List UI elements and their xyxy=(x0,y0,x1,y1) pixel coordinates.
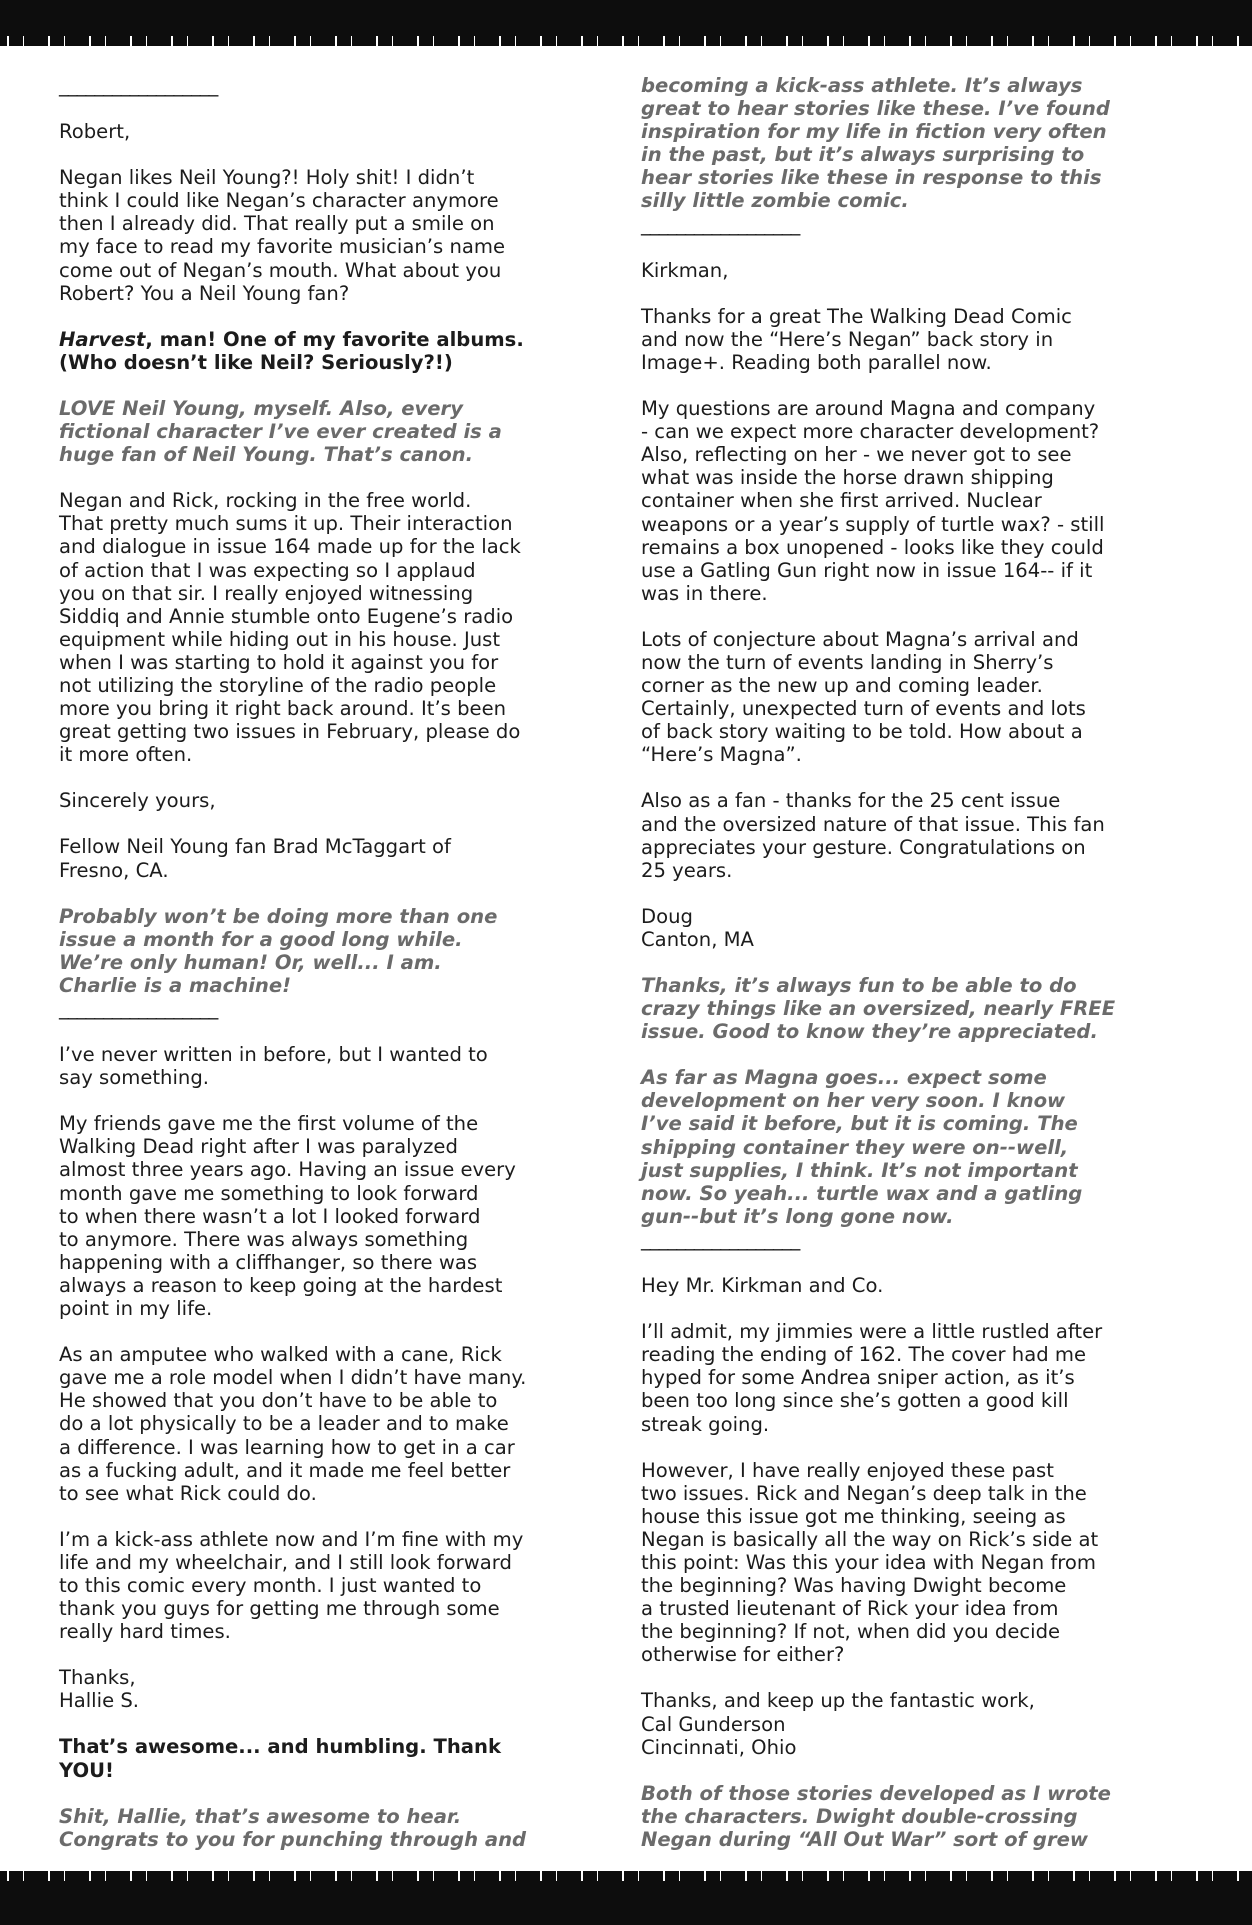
letter-body: As an amputee who walked with a cane, Rick gave me a role model when I didn’t have many. He showed that you don’t have to be able to do a lot physically to be a leader and to make a difference. I was learning how to get in a car as a fucking adult, and it made me feel better to see what Rick could do. xyxy=(59,1343,527,1505)
page-border-bottom xyxy=(0,1877,1252,1925)
separator: __________________ xyxy=(59,997,218,1020)
editor-reply: That’s awesome... and humbling. Thank YOU! xyxy=(59,1735,501,1782)
letter-body: My questions are around Magna and company - can we expect more character development? Also, reflecting on her - we never got to see what was inside the horse drawn shipping container when she first arrived. Nuclear weapons or a year’s supply of turtle wax? - still remains a box unopened - looks like they could use a Gatling Gun right now in issue 164-- if it was in there. xyxy=(641,397,1105,605)
page-border-top xyxy=(0,0,1252,40)
letter-body: Thanks for a great The Walking Dead Comic and now the “Here’s Negan” back story in Image+. Reading both parallel now. xyxy=(641,304,1072,374)
writer-reply: Shit, Hallie, that’s awesome to hear. Congrats to you for punching through and xyxy=(59,1804,527,1851)
writer-reply: Both of those stories developed as I wrote the characters. Dwight double-crossing Negan during “All Out War” sort of grew xyxy=(641,1781,1111,1851)
letter-signature: Thanks, and keep up the fantastic work, Cal Gunderson Cincinnati, Ohio xyxy=(641,1689,1035,1759)
letter-body: My friends gave me the first volume of the Walking Dead right after I was paralyzed almost three years ago. Having an issue every month gave me something to look forward to when there wasn’t a lot I looked forward to anymore. There was always something happening with a cliffhanger, so there was always a reason to keep going at the hardest point in my life. xyxy=(59,1112,516,1321)
writer-reply: Thanks, it’s always fun to be able to do crazy things like an oversized, nearly FREE issue. Good to know they’re appreciated. xyxy=(641,974,1116,1044)
letter-salutation: Hey Mr. Kirkman and Co. xyxy=(641,1274,884,1298)
writer-reply-continued: becoming a kick-ass athlete. It’s always great to hear stories like these. I’ve found inspiration for my life in fiction very often in the past, but it’s always surprising to hear stories like these in response to this silly little zombie comic. xyxy=(641,74,1110,213)
editor-reply-text: , man! One of my favorite albums. (Who doesn’t like Neil? Seriously?!) xyxy=(59,327,524,374)
separator: __________________ xyxy=(59,74,218,97)
letter-salutation: Robert, xyxy=(59,120,131,144)
writer-reply: Probably won’t be doing more than one issue a month for a good long while. We’re only human! Or, well... I am. Charlie is a machine! xyxy=(59,904,498,997)
letter-signature: Thanks, Hallie S. xyxy=(59,1666,140,1713)
album-title: Harvest xyxy=(59,327,146,351)
letter-signature: Fellow Neil Young fan Brad McTaggart of Fresno, CA. xyxy=(59,835,451,882)
letter-body: I’m a kick-ass athlete now and I’m fine with my life and my wheelchair, and I still look forward to this comic every month. I just wanted to thank you guys for getting me through some really hard times. xyxy=(59,1527,524,1644)
letter-salutation: Kirkman, xyxy=(641,258,729,282)
writer-reply: LOVE Neil Young, myself. Also, every fictional character I’ve ever created is a huge fan of Neil Young. That’s canon. xyxy=(59,396,502,467)
left-column xyxy=(59,74,619,1851)
separator: __________________ xyxy=(641,1227,800,1251)
writer-reply: As far as Magna goes... expect some development on her very soon. I know I’ve said it before, but it is coming. The shipping container they were on--well, just supplies, I think. It’s not important now. So yeah... turtle wax and a gatling gun--but it’s long gone now. xyxy=(641,1066,1083,1228)
letter-body: I’ll admit, my jimmies were a little rustled after reading the ending of 162. The cover had me hyped for some Andrea sniper action, as it’s been too long since she’s gotten a good kill streak going. xyxy=(641,1320,1103,1436)
letter-signature: Doug Canton, MA xyxy=(641,904,754,951)
letter-closing: Sincerely yours, xyxy=(59,789,216,813)
separator: __________________ xyxy=(641,212,800,236)
letter-intro: I’ve never written in before, but I wanted to say something. xyxy=(59,1043,488,1090)
letter-body: Negan and Rick, rocking in the free world. That pretty much sums it up. Their interaction and dialogue in issue 164 made up for the lack of action that I was expecting so I applaud you on that sir. I really enjoyed witnessing Siddiq and Annie stumble onto Eugene’s radio equipment while hiding out in his house. Just when I was starting to hold it against you for not utilizing the storyline of the radio people more you bring it right back around. It’s been great getting two issues in February, please do it more often. xyxy=(59,489,521,767)
letter-body: However, I have really enjoyed these past two issues. Rick and Negan’s deep talk in the house this issue got me thinking, seeing as Negan is basically all the way on Rick’s side at this point: Was this your idea with Negan from the beginning? Was having Dwight become a trusted lieutenant of Rick your idea from the beginning? If not, when did you decide otherwise for either? xyxy=(641,1458,1099,1667)
letter-body: Lots of conjecture about Magna’s arrival and now the turn of events landing in Sherry’s corner as the new up and coming leader. Certainly, unexpected turn of events and lots of back story waiting to be told. How about a “Here’s Magna”. xyxy=(641,627,1086,767)
editor-reply xyxy=(59,328,619,374)
right-column xyxy=(641,74,1201,1851)
letter-body: Negan likes Neil Young?! Holy shit! I didn’t think I could like Negan’s character anymore then I already did. That really put a smile on my face to read my favorite musician’s name come out of Negan’s mouth. What about you Robert? You a Neil Young fan? xyxy=(59,166,506,305)
letter-body: Also as a fan - thanks for the 25 cent issue and the oversized nature of that issue. This fan appreciates your gesture. Congratulations on 25 years. xyxy=(641,789,1105,882)
